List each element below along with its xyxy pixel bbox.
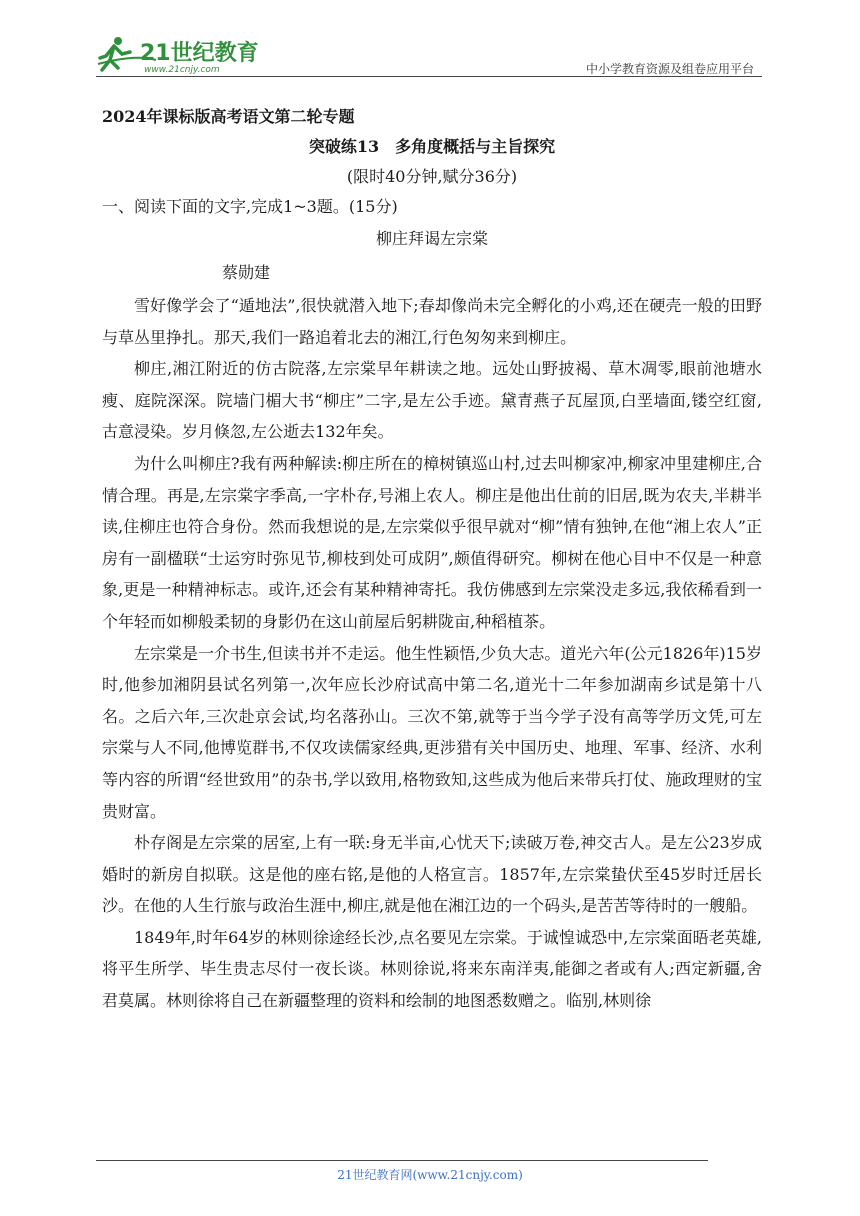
page-header: [96, 30, 762, 80]
article-author: 蔡勋建: [222, 263, 271, 282]
logo-runner-icon: [96, 34, 266, 74]
platform-label: 中小学教育资源及组卷应用平台: [585, 62, 754, 76]
section-heading: 一、阅读下面的文字,完成1~3题。(15分): [102, 197, 398, 216]
document-title: 2024年课标版高考语文第二轮专题: [102, 107, 355, 126]
footer-divider: [96, 1160, 708, 1161]
logo-text: 21世纪教育: [140, 41, 259, 66]
document-body: [102, 100, 762, 1017]
footer-link[interactable]: 21世纪教育网(www.21cnjy.com): [337, 1168, 523, 1182]
document-subtitle: 突破练13 多角度概括与主旨探究: [308, 137, 556, 156]
article-title: 柳庄拜谒左宗棠: [375, 229, 488, 248]
paragraph: 为什么叫柳庄?我有两种解读:柳庄所在的樟树镇巡山村,过去叫柳家冲,柳家冲里建柳庄,合情合理。再是,左宗棠字季高,一字朴存,号湘上农人。柳庄是他出仕前的旧居,既为农夫,半耕半读,住柳庄也符合身份。然而我想说的是,左宗棠似乎很早就对“柳”情有独钟,在他“湘上农人”正房有一副楹联“士运穷时弥见节,柳枝到处可成阴”,颇值得研究。柳树在他心目中不仅是一种意象,更是一种精神标志。或许,还会有某种精神寄托。我仿佛感到左宗棠没走多远,我依稀看到一个年轻而如柳般柔韧的身影仍在这山前屋后躬耕陇亩,种稻植茶。: [102, 453, 762, 631]
logo-url: www.21cnjy.com: [144, 65, 220, 74]
paragraph: 雪好像学会了“遁地法”,很快就潜入地下;春却像尚未完全孵化的小鸡,还在硬壳一般的田野与草丛里挣扎。那天,我们一路追着北去的湘江,行色匆匆来到柳庄。: [102, 296, 762, 347]
paragraph: 朴存阁是左宗棠的居室,上有一联:身无半亩,心忧天下;读破万卷,神交古人。是左公23岁成婚时的新房自拟联。这是他的座右铭,是他的人格宣言。1857年,左宗棠蛰伏至45岁时迁居长沙。在他的人生行旅与政治生涯中,柳庄,就是他在湘江边的一个码头,是苦苦等待时的一艘船。: [102, 833, 762, 916]
site-logo[interactable]: [96, 34, 266, 74]
header-divider: [96, 76, 762, 77]
time-limit: (限时40分钟,赋分36分): [346, 167, 518, 186]
paragraph: 柳庄,湘江附近的仿古院落,左宗棠早年耕读之地。远处山野披褐、草木凋零,眼前池塘水瘦、庭院深深。院墙门楣大书“柳庄”二字,是左公手迹。黛青燕子瓦屋顶,白垩墙面,镂空红窗,古意浸染。岁月倏忽,左公逝去132年矣。: [102, 359, 762, 442]
paragraph: 1849年,时年64岁的林则徐途经长沙,点名要见左宗棠。于诚惶诚恐中,左宗棠面晤老英雄,将平生所学、毕生贵志尽付一夜长谈。林则徐说,将来东南洋夷,能御之者或有人;西定新疆,舍君莫属。林则徐将自己在新疆整理的资料和绘制的地图悉数赠之。临别,林则徐: [102, 927, 762, 1011]
paragraph: 左宗棠是一介书生,但读书并不走运。他生性颖悟,少负大志。道光六年(公元1826年)15岁时,他参加湘阴县试名列第一,次年应长沙府试高中第二名,道光十二年参加湖南乡试是第十八名。之后六年,三次赴京会试,均名落孙山。三次不第,就等于当今学子没有高等学历文凭,可左宗棠与人不同,他博览群书,不仅攻读儒家经典,更涉猎有关中国历史、地理、军事、经济、水利等内容的所谓“经世致用”的杂书,学以致用,格物致知,这些成为他后来带兵打仗、施政理财的宝贵财富。: [102, 643, 762, 821]
